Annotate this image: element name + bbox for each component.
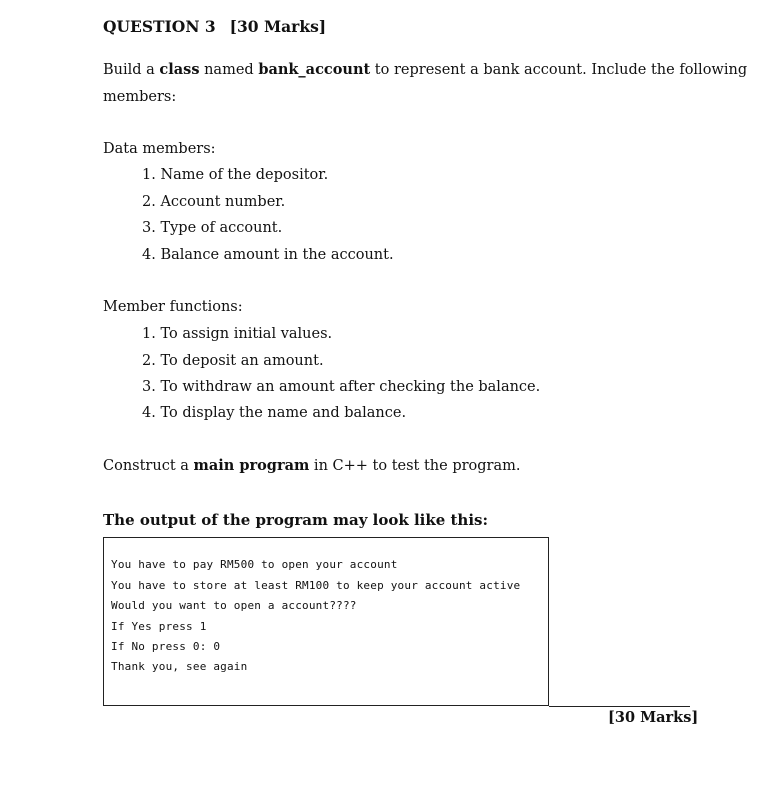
member-function-item: 1. To assign initial values.: [142, 326, 333, 342]
output-line: If No press 0: 0: [111, 640, 221, 653]
intro-line-2: members:: [103, 89, 177, 105]
total-marks: [30 Marks]: [608, 709, 699, 726]
member-function-item: 2. To deposit an amount.: [142, 353, 324, 369]
output-heading: The output of the program may look like this:: [103, 511, 489, 529]
intro-text-1: Build a: [103, 62, 160, 78]
data-member-item: 2. Account number.: [142, 194, 286, 210]
intro-keyword-class: class: [159, 61, 200, 78]
construct-text-2: in C++ to test the program.: [309, 458, 521, 474]
intro-text-2: named: [199, 62, 259, 78]
output-line: Thank you, see again: [111, 660, 248, 673]
output-line: Would you want to open a account????: [111, 599, 357, 612]
output-line: You have to pay RM500 to open your account: [111, 558, 398, 571]
question-title: [103, 17, 326, 36]
question-label: QUESTION 3: [103, 17, 216, 36]
data-member-item: 4. Balance amount in the account.: [142, 247, 394, 263]
data-members-heading: Data members:: [103, 141, 216, 157]
output-line: You have to store at least RM100 to keep your account active: [111, 579, 521, 592]
question-marks: [30 Marks]: [229, 17, 327, 36]
data-member-item: 1. Name of the depositor.: [142, 167, 329, 183]
member-function-item: 3. To withdraw an amount after checking the balance.: [142, 379, 541, 395]
intro-line-1: [103, 61, 747, 78]
construct-text-1: Construct a: [103, 458, 194, 474]
divider: [549, 706, 690, 707]
data-member-item: 3. Type of account.: [142, 220, 283, 236]
member-function-item: 4. To display the name and balance.: [142, 405, 407, 421]
intro-keyword-bank-account: bank_account: [258, 61, 371, 78]
output-line: If Yes press 1: [111, 620, 207, 633]
member-functions-heading: Member functions:: [103, 299, 243, 315]
construct-keyword-main-program: main program: [193, 457, 310, 474]
construct-instruction: [103, 457, 521, 474]
intro-text-3: to represent a bank account. Include the following: [370, 62, 748, 78]
sample-output-box: [103, 537, 549, 706]
